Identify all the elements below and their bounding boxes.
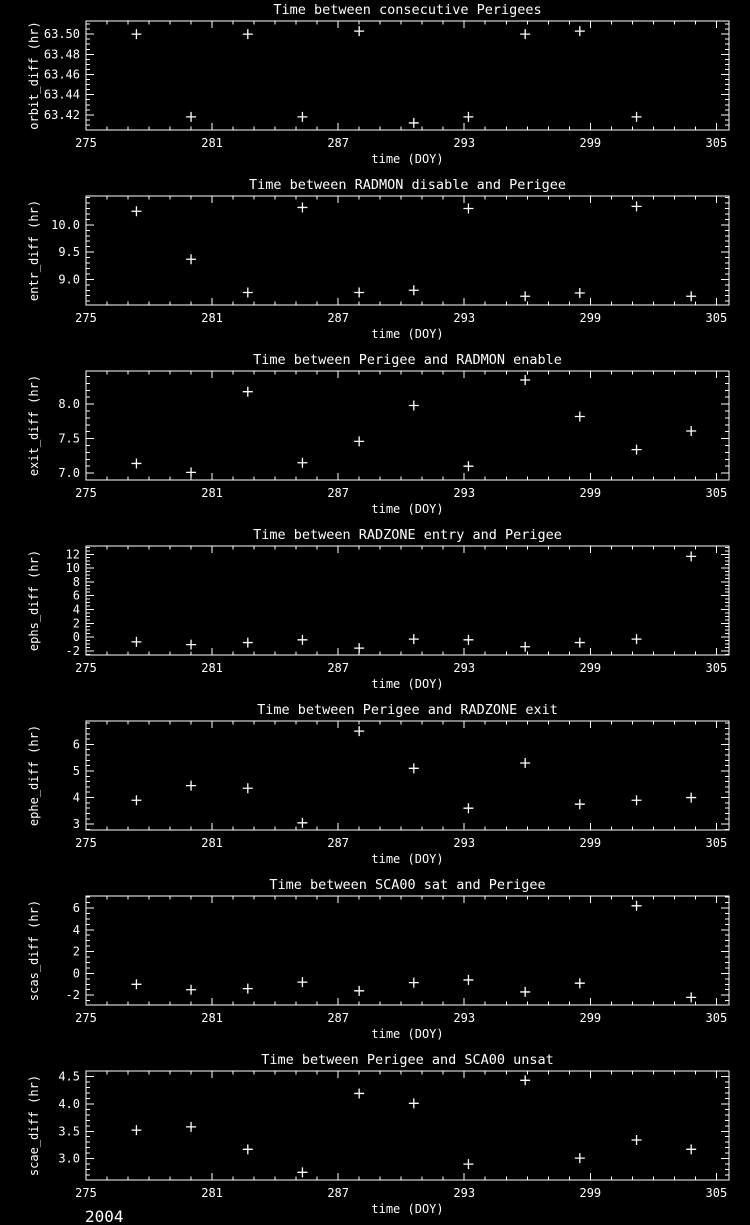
x-tick-label: 293 [453, 836, 476, 850]
data-point-marker [632, 112, 642, 122]
x-tick-label: 299 [579, 1011, 602, 1025]
data-point-marker [186, 781, 196, 791]
data-point-marker [297, 458, 307, 468]
y-tick-label: -2 [65, 988, 80, 1003]
data-point-marker [520, 642, 530, 652]
x-tick-label: 293 [453, 136, 476, 150]
y-tick-label: 4.0 [58, 1096, 80, 1111]
y-axis-label: ephs_diff (hr) [27, 549, 41, 652]
x-tick-label: 299 [579, 486, 602, 500]
y-tick-label: 6 [72, 900, 80, 915]
x-tick-label: 305 [705, 1186, 728, 1200]
data-point-marker [409, 763, 419, 773]
data-points [131, 375, 696, 477]
data-point-marker [131, 637, 141, 647]
data-point-marker [131, 206, 141, 216]
y-axis-label: orbit_diff (hr) [27, 21, 41, 130]
x-tick-label: 299 [579, 1186, 602, 1200]
y-tick-label: 2 [72, 616, 80, 631]
y-axis-label: entr_diff (hr) [27, 199, 41, 302]
data-point-marker [409, 400, 419, 410]
y-tick-label: 2 [72, 944, 80, 959]
data-point-marker [686, 551, 696, 561]
data-point-marker [632, 901, 642, 911]
data-points [131, 26, 641, 128]
y-axis-label: scae_diff (hr) [27, 1074, 41, 1177]
data-point-marker [575, 412, 585, 422]
data-points [131, 201, 696, 301]
data-point-marker [632, 634, 642, 644]
y-tick-label: 7.0 [58, 466, 80, 481]
data-point-marker [686, 426, 696, 436]
x-tick-label: 287 [327, 136, 350, 150]
y-axis-label: exit_diff (hr) [27, 374, 41, 477]
x-tick-label: 275 [75, 486, 97, 500]
data-points [131, 551, 696, 653]
x-axis-label: time (DOY) [371, 1202, 444, 1216]
data-point-marker [520, 375, 530, 385]
x-tick-label: 305 [705, 661, 728, 675]
x-tick-label: 299 [579, 311, 602, 325]
x-tick-label: 287 [327, 311, 350, 325]
y-tick-label: 63.48 [43, 47, 80, 62]
data-point-marker [686, 291, 696, 301]
data-point-marker [243, 783, 253, 793]
x-tick-label: 305 [705, 1011, 728, 1025]
y-tick-label: 5 [72, 763, 80, 778]
data-point-marker [243, 387, 253, 397]
x-tick-label: 281 [201, 1011, 223, 1025]
y-tick-label: -2 [65, 643, 80, 658]
plot-title: Time between SCA00 sat and Perigee [269, 877, 546, 893]
x-tick-label: 287 [327, 836, 350, 850]
plot-title: Time between Perigee and RADZONE exit [257, 702, 558, 718]
data-point-marker [243, 984, 253, 994]
data-point-marker [520, 29, 530, 39]
data-point-marker [575, 799, 585, 809]
x-tick-label: 305 [705, 136, 728, 150]
data-point-marker [632, 1135, 642, 1145]
x-tick-label: 293 [453, 486, 476, 500]
x-tick-label: 281 [201, 136, 223, 150]
data-point-marker [354, 287, 364, 297]
data-point-marker [243, 29, 253, 39]
plot-2-group [27, 352, 729, 516]
plot-frame [86, 721, 729, 830]
data-point-marker [354, 726, 364, 736]
data-point-marker [243, 638, 253, 648]
data-point-marker [520, 1075, 530, 1085]
data-point-marker [186, 254, 196, 264]
x-tick-label: 287 [327, 1186, 350, 1200]
data-point-marker [520, 758, 530, 768]
x-tick-label: 293 [453, 311, 476, 325]
x-tick-label: 281 [201, 311, 223, 325]
data-point-marker [632, 795, 642, 805]
data-point-marker [463, 635, 473, 645]
y-tick-label: 0 [72, 630, 80, 645]
x-tick-label: 299 [579, 661, 602, 675]
y-tick-label: 4 [72, 790, 80, 805]
data-point-marker [409, 634, 419, 644]
y-tick-label: 9.5 [58, 245, 80, 260]
y-tick-label: 6 [72, 737, 80, 752]
x-tick-label: 281 [201, 486, 223, 500]
data-point-marker [297, 818, 307, 828]
y-tick-label: 7.5 [58, 431, 80, 446]
y-tick-label: 8 [72, 574, 80, 589]
y-tick-label: 4 [72, 922, 80, 937]
data-point-marker [186, 1122, 196, 1132]
data-point-marker [632, 201, 642, 211]
data-point-marker [186, 112, 196, 122]
y-axis-label: scas_diff (hr) [27, 899, 41, 1002]
data-point-marker [520, 291, 530, 301]
data-point-marker [354, 1088, 364, 1098]
x-tick-label: 275 [75, 311, 97, 325]
data-point-marker [409, 1098, 419, 1108]
x-tick-label: 299 [579, 136, 602, 150]
data-point-marker [632, 445, 642, 455]
x-tick-label: 287 [327, 486, 350, 500]
data-points [131, 901, 696, 1003]
x-tick-label: 287 [327, 661, 350, 675]
y-tick-label: 9.0 [58, 272, 80, 287]
x-tick-label: 293 [453, 661, 476, 675]
data-point-marker [575, 638, 585, 648]
data-point-marker [354, 986, 364, 996]
data-points [131, 1075, 696, 1177]
data-points [131, 726, 696, 828]
x-tick-label: 287 [327, 1011, 350, 1025]
data-point-marker [354, 643, 364, 653]
x-tick-label: 275 [75, 661, 97, 675]
x-tick-label: 275 [75, 836, 97, 850]
data-point-marker [575, 288, 585, 298]
x-tick-label: 281 [201, 1186, 223, 1200]
data-point-marker [463, 112, 473, 122]
y-tick-label: 4 [72, 602, 80, 617]
x-tick-label: 293 [453, 1011, 476, 1025]
y-tick-label: 8.0 [58, 397, 80, 412]
data-point-marker [463, 803, 473, 813]
data-point-marker [575, 1153, 585, 1163]
y-tick-label: 63.50 [43, 27, 80, 42]
data-point-marker [409, 118, 419, 128]
data-point-marker [186, 640, 196, 650]
plot-1-group [27, 177, 729, 341]
x-tick-label: 305 [705, 836, 728, 850]
plot-frame [86, 1071, 729, 1180]
data-point-marker [409, 285, 419, 295]
x-axis-label: time (DOY) [371, 152, 444, 166]
data-point-marker [131, 29, 141, 39]
data-point-marker [520, 987, 530, 997]
x-tick-label: 299 [579, 836, 602, 850]
plot-title: Time between Perigee and RADMON enable [253, 352, 562, 368]
x-tick-label: 305 [705, 486, 728, 500]
data-point-marker [686, 793, 696, 803]
data-point-marker [243, 1144, 253, 1154]
data-point-marker [186, 467, 196, 477]
x-tick-label: 281 [201, 661, 223, 675]
x-tick-label: 275 [75, 1011, 97, 1025]
data-point-marker [409, 978, 419, 988]
plot-0-group [27, 2, 729, 166]
y-tick-label: 0 [72, 966, 80, 981]
data-point-marker [686, 1144, 696, 1154]
x-tick-label: 281 [201, 836, 223, 850]
x-axis-label: time (DOY) [371, 852, 444, 866]
y-tick-label: 10.0 [51, 217, 80, 232]
x-tick-label: 275 [75, 136, 97, 150]
data-point-marker [131, 1125, 141, 1135]
data-point-marker [297, 112, 307, 122]
x-axis-label: time (DOY) [371, 327, 444, 341]
plot-6-group [27, 1052, 729, 1216]
y-tick-label: 3.5 [58, 1124, 80, 1139]
y-tick-label: 3.0 [58, 1151, 80, 1166]
y-tick-label: 63.46 [43, 67, 80, 82]
y-axis-label: ephe_diff (hr) [27, 724, 41, 827]
x-axis-label: time (DOY) [371, 1027, 444, 1041]
x-axis-label: time (DOY) [371, 502, 444, 516]
data-point-marker [297, 202, 307, 212]
data-point-marker [354, 436, 364, 446]
data-point-marker [354, 26, 364, 36]
plot-title: Time between RADMON disable and Perigee [249, 177, 566, 193]
plot-title: Time between consecutive Perigees [273, 2, 542, 18]
y-tick-label: 63.42 [43, 107, 80, 122]
data-point-marker [297, 977, 307, 987]
plot-frame [86, 896, 729, 1005]
plot-frame [86, 21, 729, 130]
plot-4-group [27, 702, 729, 866]
y-tick-label: 4.5 [58, 1069, 80, 1084]
data-point-marker [131, 795, 141, 805]
data-point-marker [243, 287, 253, 297]
data-point-marker [575, 978, 585, 988]
x-tick-label: 293 [453, 1186, 476, 1200]
x-axis-label: time (DOY) [371, 677, 444, 691]
data-point-marker [131, 979, 141, 989]
data-point-marker [186, 985, 196, 995]
plot-frame [86, 371, 729, 480]
data-point-marker [297, 1167, 307, 1177]
plot-title: Time between Perigee and SCA00 unsat [261, 1052, 554, 1068]
y-tick-label: 12 [65, 547, 80, 562]
data-point-marker [463, 204, 473, 214]
data-point-marker [463, 461, 473, 471]
data-point-marker [463, 975, 473, 985]
plot-5-group [27, 877, 729, 1041]
y-tick-label: 3 [72, 817, 80, 832]
plot-title: Time between RADZONE entry and Perigee [253, 527, 562, 543]
data-point-marker [131, 458, 141, 468]
y-tick-label: 10 [65, 561, 80, 576]
data-point-marker [297, 635, 307, 645]
y-tick-label: 6 [72, 588, 80, 603]
data-point-marker [463, 1159, 473, 1169]
data-point-marker [575, 26, 585, 36]
data-point-marker [686, 992, 696, 1002]
plot-3-group [27, 527, 729, 691]
year-label: 2004 [85, 1207, 124, 1225]
x-tick-label: 305 [705, 311, 728, 325]
x-tick-label: 275 [75, 1186, 97, 1200]
plot-frame [86, 196, 729, 305]
y-tick-label: 63.44 [43, 87, 80, 102]
